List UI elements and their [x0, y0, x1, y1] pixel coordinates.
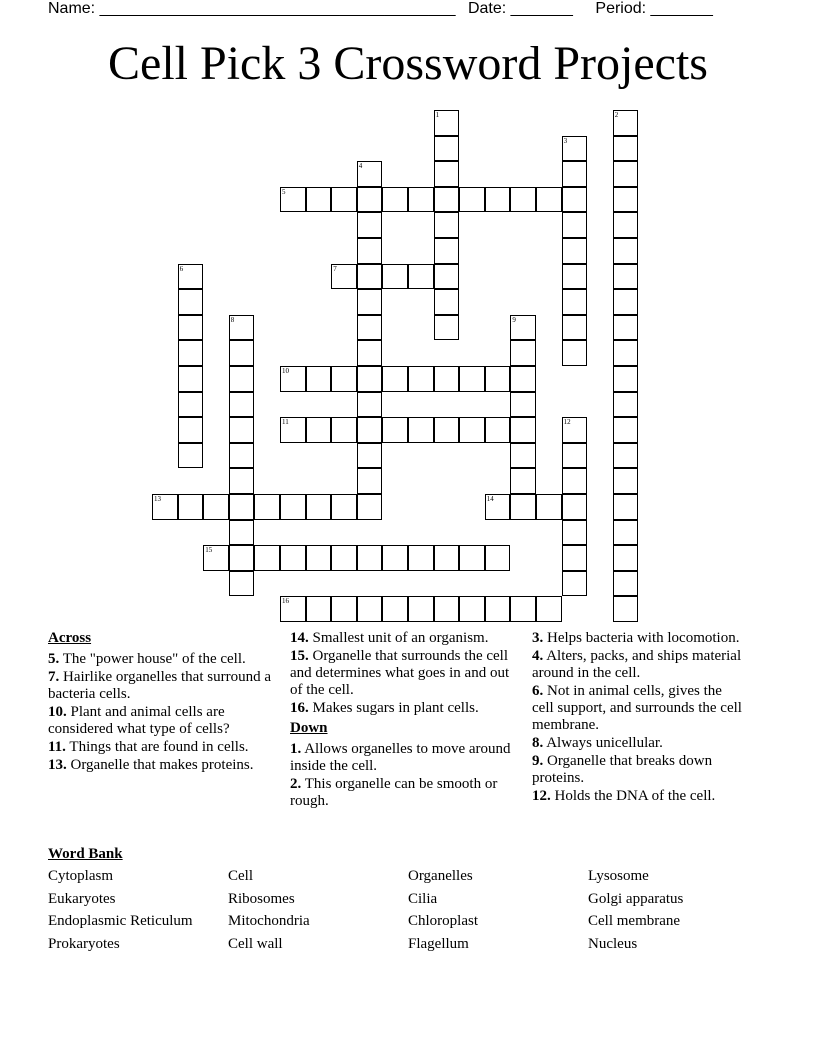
down-heading: Down	[290, 720, 328, 736]
grid-cell[interactable]	[408, 366, 434, 392]
word-bank-item: Nucleus	[588, 936, 638, 953]
clue-text: Not in animal cells, gives the cell support, and surrounds the cell membrane.	[532, 683, 742, 733]
grid-cell[interactable]	[357, 238, 383, 264]
grid-cell[interactable]	[562, 187, 588, 213]
grid-cell[interactable]	[408, 596, 434, 622]
grid-cell[interactable]	[485, 366, 511, 392]
grid-cell[interactable]	[562, 136, 588, 162]
grid-cell[interactable]	[331, 366, 357, 392]
grid-cell[interactable]	[434, 264, 460, 290]
clue-text: The "power house" of the cell.	[62, 651, 246, 667]
grid-cell[interactable]	[510, 366, 536, 392]
clue-num: 14.	[290, 630, 309, 646]
grid-cell[interactable]	[382, 417, 408, 443]
clue-text: Organelle that makes proteins.	[70, 757, 254, 773]
grid-cell[interactable]	[178, 315, 204, 341]
across-clue	[48, 704, 278, 738]
grid-cell[interactable]	[510, 315, 536, 341]
grid-cell[interactable]	[562, 340, 588, 366]
grid-cell[interactable]	[254, 545, 280, 571]
clue-text: Plant and animal cells are considered what type of cells?	[48, 704, 230, 737]
grid-cell[interactable]	[510, 340, 536, 366]
word-bank-item: Organelles	[408, 868, 473, 884]
grid-cell[interactable]	[357, 494, 383, 520]
grid-cell[interactable]	[178, 417, 204, 443]
grid-cell[interactable]	[613, 212, 639, 238]
grid-cell[interactable]	[459, 187, 485, 213]
clue-text: Makes sugars in plant cells.	[312, 700, 479, 716]
down-clue	[290, 741, 520, 775]
grid-cell[interactable]	[331, 417, 357, 443]
grid-cell[interactable]	[382, 366, 408, 392]
grid-cell[interactable]	[562, 468, 588, 494]
grid-cell[interactable]	[613, 494, 639, 520]
grid-cell[interactable]	[510, 187, 536, 213]
word-bank-item: Cell	[228, 868, 253, 884]
clue-number: 13	[154, 495, 161, 503]
grid-cell[interactable]	[459, 596, 485, 622]
grid-cell[interactable]	[408, 417, 434, 443]
grid-cell[interactable]	[434, 545, 460, 571]
grid-cell[interactable]	[434, 187, 460, 213]
down-clue	[532, 630, 747, 647]
period-field[interactable]: Period: _______	[595, 0, 713, 17]
clue-number: 7	[333, 264, 337, 273]
grid-cell[interactable]	[357, 289, 383, 315]
word-bank-item: Cell wall	[228, 936, 283, 953]
grid-cell[interactable]	[178, 392, 204, 418]
grid-cell[interactable]	[229, 340, 255, 366]
grid-cell[interactable]	[229, 494, 255, 520]
word-bank-item: Endoplasmic Reticulum	[48, 913, 193, 930]
clue-number: 1	[435, 111, 440, 119]
grid-cell[interactable]	[510, 494, 536, 520]
grid-cell[interactable]	[229, 443, 255, 469]
grid-cell[interactable]	[357, 212, 383, 238]
clue-text: This organelle can be smooth or rough.	[290, 776, 498, 809]
grid-cell[interactable]	[331, 187, 357, 213]
grid-cell[interactable]	[536, 187, 562, 213]
grid-cell[interactable]	[459, 366, 485, 392]
grid-cell[interactable]	[434, 212, 460, 238]
grid-cell[interactable]	[178, 340, 204, 366]
word-bank-item: Chloroplast	[408, 913, 478, 930]
grid-cell[interactable]	[229, 520, 255, 546]
word-bank-item: Cytoplasm	[48, 868, 114, 884]
grid-cell[interactable]	[613, 161, 639, 187]
grid-cell[interactable]	[613, 596, 639, 622]
grid-cell[interactable]	[229, 468, 255, 494]
clue-num: 4.	[532, 648, 544, 664]
grid-cell[interactable]	[562, 238, 588, 264]
clue-number: 12	[563, 418, 571, 427]
grid-cell[interactable]	[510, 443, 536, 469]
grid-cell[interactable]	[229, 392, 255, 418]
word-bank-item: Flagellum	[408, 936, 469, 953]
grid-cell[interactable]	[510, 392, 536, 418]
grid-cell[interactable]	[357, 596, 383, 622]
grid-cell[interactable]	[408, 264, 434, 290]
grid-cell[interactable]	[306, 494, 332, 520]
grid-cell[interactable]	[306, 545, 332, 571]
grid-cell[interactable]	[357, 264, 383, 290]
clue-number: 11	[282, 418, 289, 427]
grid-cell[interactable]	[459, 417, 485, 443]
word-bank-item: Lysosome	[588, 868, 649, 884]
grid-cell[interactable]	[613, 468, 639, 494]
grid-cell[interactable]	[280, 596, 306, 622]
clue-num: 7.	[48, 669, 60, 685]
grid-cell[interactable]	[613, 417, 639, 443]
clue-number: 3	[563, 136, 568, 145]
across-clue	[290, 648, 520, 699]
grid-cell[interactable]	[280, 494, 306, 520]
grid-cell[interactable]	[357, 392, 383, 418]
clue-text: Organelle that surrounds the cell and determines what goes in and out of the cell.	[290, 648, 510, 698]
grid-cell[interactable]	[434, 110, 460, 136]
name-field[interactable]: Name: ________________________________________	[48, 0, 456, 17]
grid-cell[interactable]	[408, 187, 434, 213]
grid-cell[interactable]	[613, 545, 639, 571]
down-clue	[290, 776, 520, 810]
grid-cell[interactable]	[613, 392, 639, 418]
clue-text: Smallest unit of an organism.	[312, 630, 489, 646]
clue-num: 12.	[532, 788, 551, 804]
clue-num: 9.	[532, 753, 544, 769]
grid-cell[interactable]	[613, 520, 639, 546]
clue-number: 8	[230, 315, 235, 324]
clue-number: 4	[358, 162, 363, 171]
grid-cell[interactable]	[613, 443, 639, 469]
grid-cell[interactable]	[280, 545, 306, 571]
word-bank-item: Prokaryotes	[48, 936, 120, 953]
clue-text: Holds the DNA of the cell.	[554, 788, 716, 804]
clue-text: Alters, packs, and ships material around in the cell.	[532, 648, 742, 681]
clues-column-3	[532, 630, 747, 806]
grid-cell[interactable]	[357, 545, 383, 571]
clue-text: Allows organelles to move around inside the cell.	[290, 741, 511, 774]
grid-cell[interactable]	[331, 596, 357, 622]
grid-cell[interactable]	[613, 315, 639, 341]
clue-text: Organelle that breaks down proteins.	[532, 753, 713, 786]
grid-cell[interactable]	[331, 545, 357, 571]
clue-number: 6	[179, 264, 184, 273]
grid-cell[interactable]	[613, 264, 639, 290]
clue-number: 5	[282, 187, 286, 196]
down-clue	[532, 735, 747, 752]
grid-cell[interactable]	[357, 161, 383, 187]
word-bank-item: Golgi apparatus	[588, 890, 684, 907]
grid-cell[interactable]	[178, 494, 204, 520]
across-clue	[48, 739, 278, 756]
grid-cell[interactable]	[536, 596, 562, 622]
header	[48, 0, 717, 18]
grid-cell[interactable]	[178, 366, 204, 392]
grid-cell[interactable]	[613, 571, 639, 597]
word-bank-item: Mitochondria	[228, 913, 310, 930]
across-clue	[48, 651, 278, 668]
grid-cell[interactable]	[357, 340, 383, 366]
clue-number: 15	[205, 546, 213, 555]
grid-cell[interactable]	[178, 289, 204, 315]
clue-number: 9	[512, 315, 516, 324]
grid-cell[interactable]	[510, 468, 536, 494]
grid-cell[interactable]	[613, 238, 639, 264]
clue-num: 16.	[290, 700, 309, 716]
clue-num: 13.	[48, 757, 67, 773]
date-field[interactable]: Date: _______	[467, 0, 573, 17]
across-clue	[48, 757, 278, 774]
grid-cell[interactable]	[203, 494, 229, 520]
word-bank-item: Cell membrane	[588, 913, 681, 930]
grid-cell[interactable]	[434, 289, 460, 315]
grid-cell[interactable]	[562, 494, 588, 520]
grid-cell[interactable]	[485, 187, 511, 213]
grid-cell[interactable]	[510, 596, 536, 622]
clue-num: 3.	[532, 630, 544, 646]
grid-cell[interactable]	[562, 571, 588, 597]
grid-cell[interactable]	[536, 494, 562, 520]
clue-num: 5.	[48, 651, 60, 667]
down-clue	[532, 648, 747, 682]
grid-cell[interactable]	[280, 366, 306, 392]
grid-cell[interactable]	[254, 494, 280, 520]
clue-num: 8.	[532, 735, 544, 751]
clue-number: 16	[282, 597, 289, 606]
grid-cell[interactable]	[331, 264, 357, 290]
page-title: Cell Pick 3 Crossword Projects	[108, 37, 708, 90]
grid-cell[interactable]	[306, 596, 332, 622]
grid-cell[interactable]	[562, 212, 588, 238]
grid-cell[interactable]	[459, 545, 485, 571]
grid-cell[interactable]	[613, 110, 639, 136]
grid-cell[interactable]	[434, 417, 460, 443]
grid-cell[interactable]	[229, 366, 255, 392]
word-bank-item: Cilia	[408, 890, 438, 907]
grid-cell[interactable]	[434, 366, 460, 392]
grid-cell[interactable]	[562, 545, 588, 571]
grid-cell[interactable]	[434, 315, 460, 341]
grid-cell[interactable]	[306, 366, 332, 392]
grid-cell[interactable]	[229, 571, 255, 597]
across-clue	[48, 669, 278, 703]
grid-cell[interactable]	[434, 238, 460, 264]
clue-number: 2	[614, 111, 619, 119]
grid-cell[interactable]	[357, 468, 383, 494]
grid-cell[interactable]	[408, 545, 434, 571]
grid-cell[interactable]	[485, 596, 511, 622]
grid-cell[interactable]	[613, 136, 639, 162]
grid-cell[interactable]	[613, 187, 639, 213]
grid-cell[interactable]	[357, 417, 383, 443]
grid-cell[interactable]	[434, 596, 460, 622]
down-clue	[532, 683, 747, 734]
grid-cell[interactable]	[280, 417, 306, 443]
clue-num: 10.	[48, 704, 67, 720]
clue-num: 11.	[48, 739, 66, 755]
clue-num: 1.	[290, 741, 302, 757]
grid-cell[interactable]	[357, 443, 383, 469]
clue-text: Always unicellular.	[546, 735, 663, 751]
grid-cell[interactable]	[229, 545, 255, 571]
grid-cell[interactable]	[357, 187, 383, 213]
grid-cell[interactable]	[485, 545, 511, 571]
clue-number: 14	[486, 495, 494, 503]
clues-column-1	[48, 630, 278, 775]
grid-cell[interactable]	[229, 417, 255, 443]
grid-cell[interactable]	[331, 494, 357, 520]
grid-cell[interactable]	[485, 494, 511, 520]
grid-cell[interactable]	[562, 161, 588, 187]
word-bank-item: Ribosomes	[228, 890, 295, 907]
grid-cell[interactable]	[178, 443, 204, 469]
grid-cell[interactable]	[357, 366, 383, 392]
grid-cell[interactable]	[562, 520, 588, 546]
grid-cell[interactable]	[382, 596, 408, 622]
down-clue	[532, 788, 747, 805]
clue-num: 6.	[532, 683, 544, 699]
grid-cell[interactable]	[434, 161, 460, 187]
grid-cell[interactable]	[485, 417, 511, 443]
clue-num: 2.	[290, 776, 302, 792]
clue-text: Things that are found in cells.	[69, 739, 249, 755]
clue-text: Helps bacteria with locomotion.	[547, 630, 740, 646]
grid-cell[interactable]	[562, 315, 588, 341]
grid-cell[interactable]	[510, 417, 536, 443]
across-clue	[290, 700, 520, 717]
clues-column-2	[290, 630, 520, 811]
grid-cell[interactable]	[382, 545, 408, 571]
grid-cell[interactable]	[562, 417, 588, 443]
grid-cell[interactable]	[306, 187, 332, 213]
word-bank-heading: Word Bank	[48, 846, 123, 862]
clue-text: Hairlike organelles that surround a bacteria cells.	[48, 669, 271, 702]
across-heading: Across	[48, 630, 92, 646]
word-bank-item: Eukaryotes	[48, 890, 116, 907]
grid-cell[interactable]	[280, 187, 306, 213]
down-clue	[532, 753, 747, 787]
grid-cell[interactable]	[203, 545, 229, 571]
across-clue	[290, 630, 520, 647]
grid-cell[interactable]	[613, 366, 639, 392]
grid-cell[interactable]	[152, 494, 178, 520]
grid-cell[interactable]	[382, 264, 408, 290]
grid-cell[interactable]	[562, 443, 588, 469]
grid-cell[interactable]	[229, 315, 255, 341]
grid-cell[interactable]	[382, 187, 408, 213]
clue-number: 10	[282, 367, 289, 375]
grid-cell[interactable]	[562, 289, 588, 315]
grid-cell[interactable]	[434, 136, 460, 162]
grid-cell[interactable]	[306, 417, 332, 443]
grid-cell[interactable]	[613, 340, 639, 366]
grid-cell[interactable]	[562, 264, 588, 290]
clue-num: 15.	[290, 648, 309, 664]
grid-cell[interactable]	[357, 315, 383, 341]
grid-cell[interactable]	[178, 264, 204, 290]
grid-cell[interactable]	[613, 289, 639, 315]
